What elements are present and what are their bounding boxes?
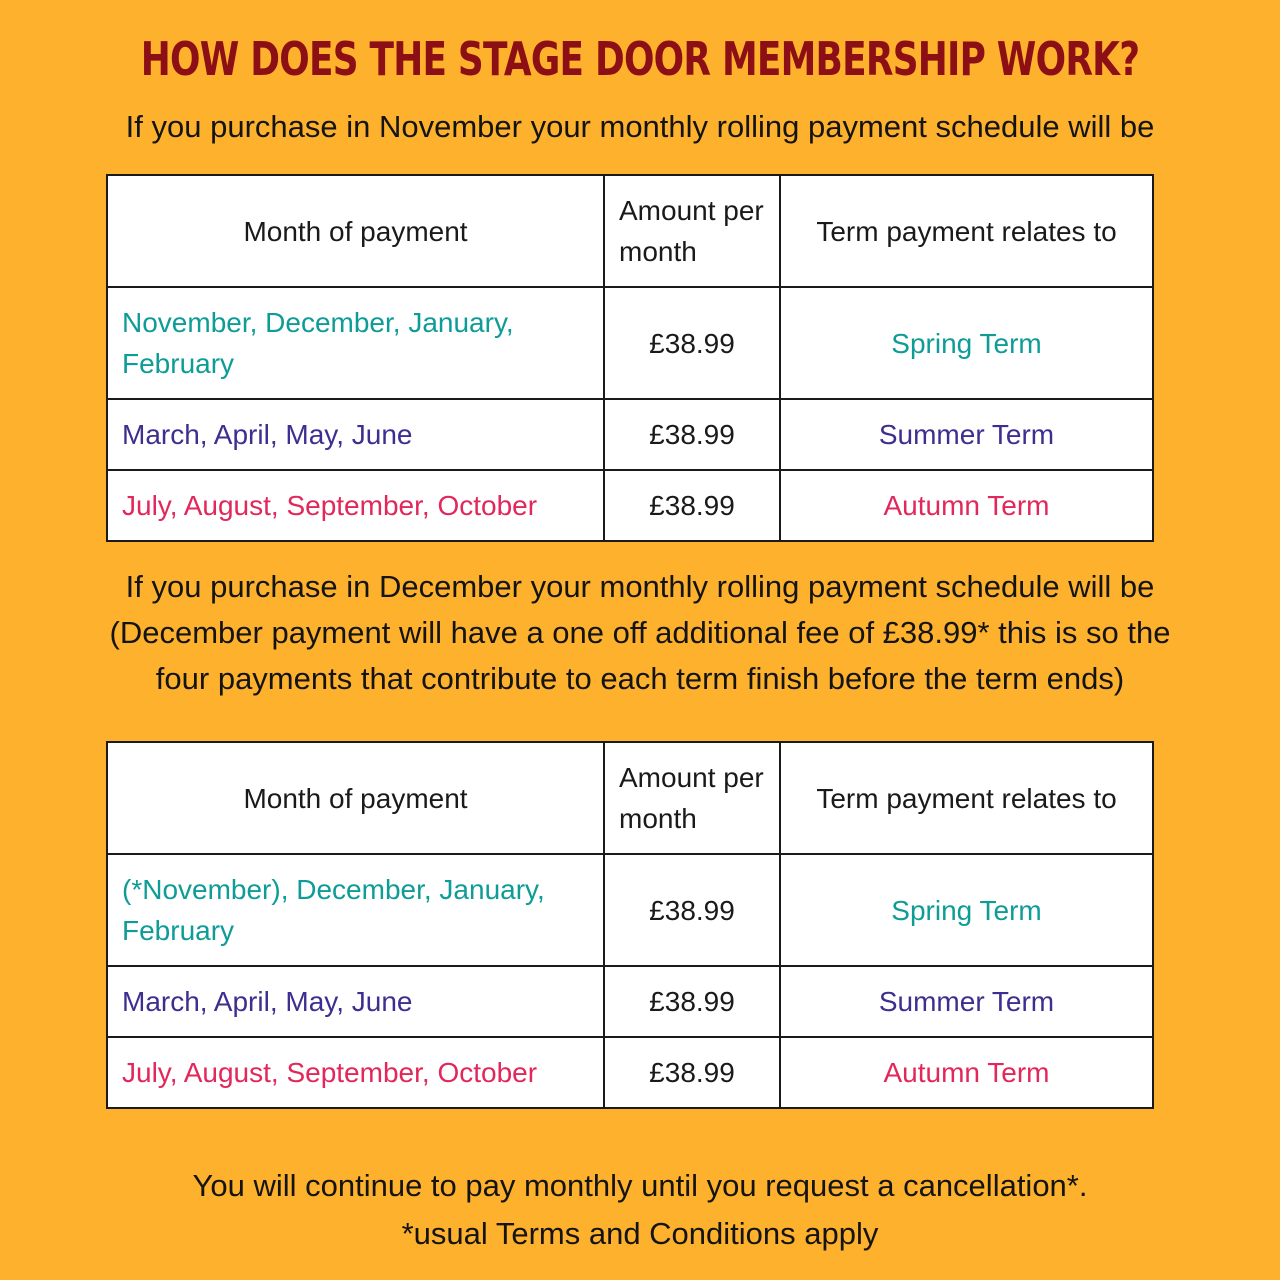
- intro-december-line3: four payments that contribute to each term finish before the term ends): [155, 661, 1125, 696]
- term-cell: Spring Term: [780, 287, 1153, 399]
- header-month: Month of payment: [107, 175, 604, 287]
- table-header-row: [107, 742, 1153, 854]
- months-cell: (*November), December, January, February: [107, 854, 604, 966]
- header-term: Term payment relates to: [780, 742, 1153, 854]
- term-cell: Autumn Term: [780, 470, 1153, 541]
- table-row: [107, 287, 1153, 399]
- term-cell: Spring Term: [780, 854, 1153, 966]
- page-title: HOW DOES THE STAGE DOOR MEMBERSHIP WORK?: [140, 32, 1140, 86]
- intro-december: [0, 564, 1280, 702]
- december-schedule-table: [106, 741, 1154, 1109]
- footer-note: [0, 1162, 1280, 1258]
- term-cell: Autumn Term: [780, 1037, 1153, 1108]
- header-amount: Amount per month: [604, 175, 780, 287]
- table-row: [107, 854, 1153, 966]
- months-cell: March, April, May, June: [107, 966, 604, 1037]
- months-cell: March, April, May, June: [107, 399, 604, 470]
- table-header-row: [107, 175, 1153, 287]
- amount-cell: £38.99: [604, 399, 780, 470]
- amount-cell: £38.99: [604, 966, 780, 1037]
- table-row: [107, 399, 1153, 470]
- months-cell: July, August, September, October: [107, 470, 604, 541]
- table-row: [107, 470, 1153, 541]
- intro-november: If you purchase in November your monthly rolling payment schedule will be: [125, 109, 1155, 144]
- table-row: [107, 1037, 1153, 1108]
- amount-cell: £38.99: [604, 854, 780, 966]
- amount-cell: £38.99: [604, 287, 780, 399]
- amount-cell: £38.99: [604, 470, 780, 541]
- header-term: Term payment relates to: [780, 175, 1153, 287]
- november-schedule-table: [106, 174, 1154, 542]
- amount-cell: £38.99: [604, 1037, 780, 1108]
- term-cell: Summer Term: [780, 966, 1153, 1037]
- term-cell: Summer Term: [780, 399, 1153, 470]
- intro-december-line2: (December payment will have a one off additional fee of £38.99* this is so the: [109, 615, 1171, 650]
- footer-line1: You will continue to pay monthly until you request a cancellation*.: [192, 1168, 1088, 1203]
- header-month: Month of payment: [107, 742, 604, 854]
- intro-december-line1: If you purchase in December your monthly rolling payment schedule will be: [125, 569, 1155, 604]
- months-cell: July, August, September, October: [107, 1037, 604, 1108]
- footer-terms-note: *usual Terms and Conditions apply: [401, 1216, 879, 1251]
- months-cell: November, December, January, February: [107, 287, 604, 399]
- table-row: [107, 966, 1153, 1037]
- header-amount: Amount per month: [604, 742, 780, 854]
